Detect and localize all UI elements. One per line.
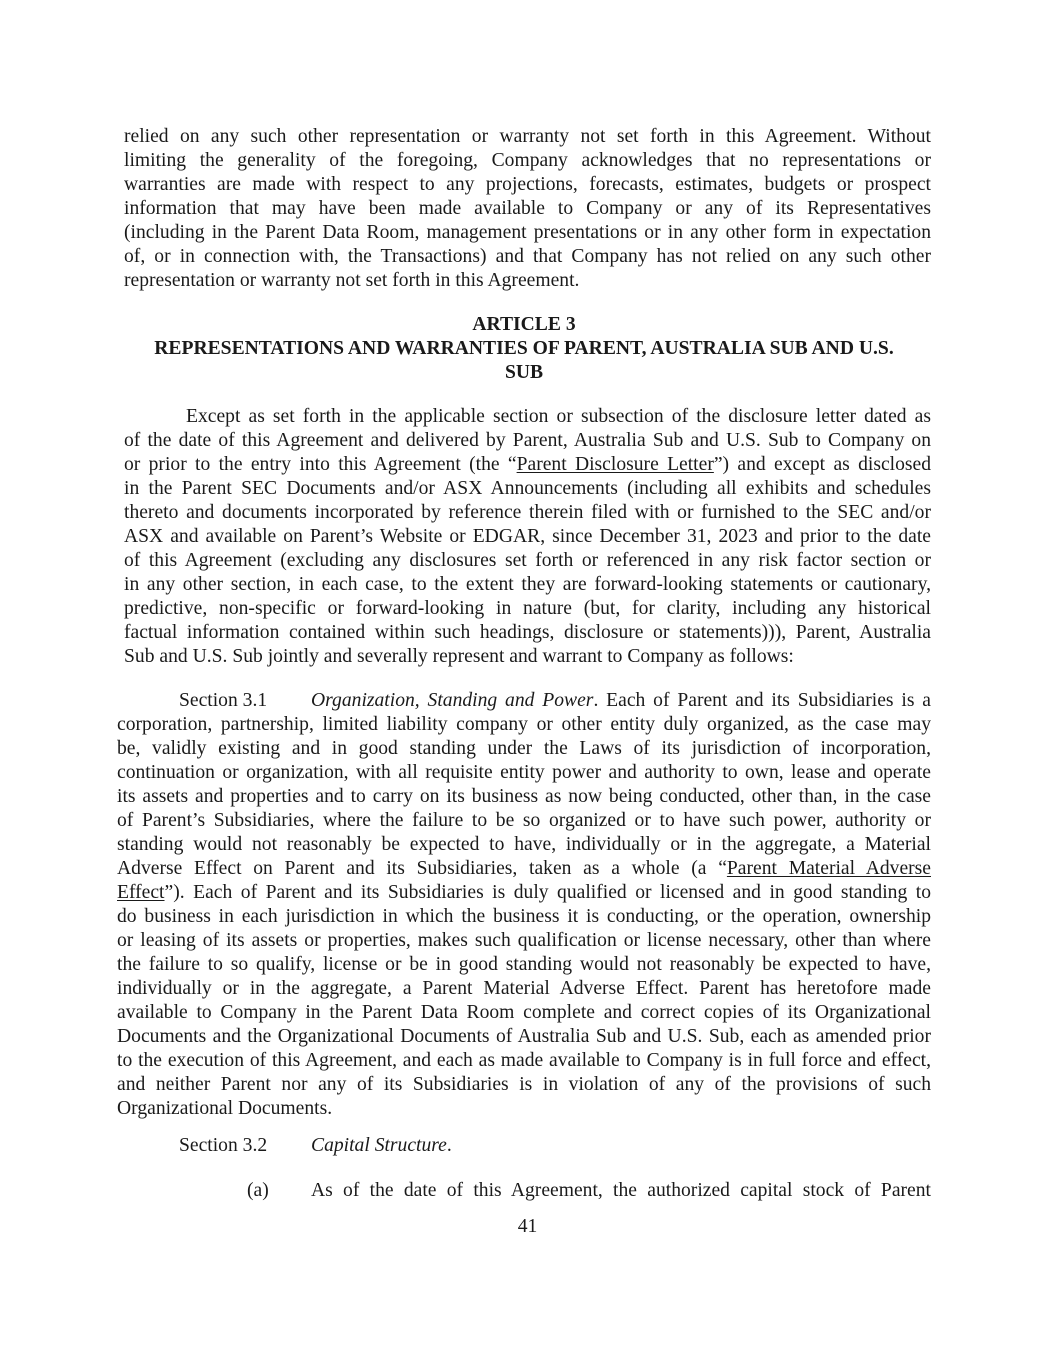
- section-number: Section 3.2: [179, 1135, 268, 1156]
- text-line: ASX and available on Parent’s Website or EDGAR, since December 31, 2023 and prior to the date: [124, 526, 931, 547]
- text-line: or leasing of its assets or properties, makes such qualification or license necessary, other than where: [117, 930, 931, 951]
- text-line: relied on any such other representation or warranty not set forth in this Agreement. Without: [124, 126, 931, 147]
- text-line: Organizational Documents.: [117, 1098, 333, 1119]
- text-fragment: Adverse Effect on Parent and its Subsidiaries, taken as a whole (a “: [117, 858, 727, 879]
- article-title-line-1: REPRESENTATIONS AND WARRANTIES OF PARENT, AUSTRALIA SUB AND U.S.: [154, 338, 894, 359]
- defined-term-parent-material-adverse-effect: Parent Material Adverse: [726, 858, 931, 879]
- text-fragment: ”). Each of Parent and its Subsidiaries is duly qualified or licensed and in good standing to: [164, 882, 931, 903]
- text-line: [124, 453, 931, 477]
- text-line: As of the date of this Agreement, the authorized capital stock of Parent: [311, 1180, 931, 1201]
- text-line: [311, 689, 931, 713]
- text-line: standing would not reasonably be expected to have, individually or in the aggregate, a Material: [117, 834, 931, 855]
- text-line: limiting the generality of the foregoing, Company acknowledges that no representations or: [124, 150, 931, 171]
- text-line: thereto and documents incorporated by reference therein filed with or furnished to the SEC and/or: [124, 502, 931, 523]
- text-line: factual information contained within such headings, disclosure or statements))), Parent, Australia: [124, 622, 931, 643]
- text-line: continuation or organization, with all requisite entity power and authority to own, lease and operate: [117, 762, 931, 783]
- defined-term-parent-disclosure-letter: Parent Disclosure Letter: [516, 454, 714, 475]
- section-heading-wrap: [311, 1134, 452, 1158]
- text-fragment: . Each of Parent and its Subsidiaries is a: [593, 690, 931, 711]
- text-line: of this Agreement (excluding any disclosures set forth or referenced in any risk factor section or: [124, 550, 931, 571]
- article-title-line-2: SUB: [504, 362, 544, 383]
- text-line: the failure to so qualify, license or be in good standing would not reasonably be expected to have,: [117, 954, 931, 975]
- subsection-label: (a): [247, 1180, 269, 1201]
- text-line: of the date of this Agreement and delivered by Parent, Australia Sub and U.S. Sub to Company on: [124, 430, 931, 451]
- text-line: Documents and the Organizational Documents of Australia Sub and U.S. Sub, each as amended prior: [117, 1026, 931, 1047]
- section-heading: Organization, Standing and Power: [311, 690, 594, 711]
- text-line: in the Parent SEC Documents and/or ASX Announcements (including all exhibits and schedules: [124, 478, 931, 499]
- text-line: of Parent’s Subsidiaries, where the failure to be so organized or to have such power, authority or: [117, 810, 931, 831]
- text-line: information that may have been made available to Company or any of its Representatives: [124, 198, 931, 219]
- text-line: [117, 857, 931, 881]
- page-number: 41: [517, 1216, 538, 1237]
- text-line: and neither Parent nor any of its Subsidiaries is in violation of any of the provisions of such: [117, 1074, 931, 1095]
- text-line: Except as set forth in the applicable section or subsection of the disclosure letter dated as: [186, 406, 931, 427]
- text-line: [117, 881, 931, 905]
- text-line: predictive, non-specific or forward-looking in nature (but, for clarity, including any historical: [124, 598, 931, 619]
- text-line: Sub and U.S. Sub jointly and severally represent and warrant to Company as follows:: [124, 646, 794, 667]
- defined-term-parent-material-adverse-effect-cont: Effect: [117, 882, 165, 903]
- text-fragment: or prior to the entry into this Agreement (the “: [124, 454, 517, 475]
- heading-punctuation: .: [446, 1135, 452, 1156]
- text-line: be, validly existing and in good standing under the Laws of its jurisdiction of incorporation,: [117, 738, 931, 759]
- text-fragment: ”) and except as disclosed: [713, 454, 931, 475]
- text-line: do business in each jurisdiction in which the business it is conducting, or the operation, ownership: [117, 906, 931, 927]
- text-line: corporation, partnership, limited liability company or other entity duly organized, as the case may: [117, 714, 931, 735]
- text-line: of, or in connection with, the Transactions) and that Company has not relied on any such other: [124, 246, 931, 267]
- text-line: warranties are made with respect to any projections, forecasts, estimates, budgets or prospect: [124, 174, 931, 195]
- section-number: Section 3.1: [179, 690, 268, 711]
- article-number: ARTICLE 3: [472, 314, 576, 335]
- text-line: its assets and properties and to carry on its business as now being conducted, other than, in the case: [117, 786, 931, 807]
- text-line: to the execution of this Agreement, and each as made available to Company is in full force and effect,: [117, 1050, 931, 1071]
- text-line: in any other section, in each case, to the extent they are forward-looking statements or cautionary,: [124, 574, 931, 595]
- text-line: representation or warranty not set forth in this Agreement.: [124, 270, 580, 291]
- text-line: available to Company in the Parent Data Room complete and correct copies of its Organizational: [117, 1002, 931, 1023]
- text-line: (including in the Parent Data Room, management presentations or in any other form in expectation: [124, 222, 931, 243]
- section-heading: Capital Structure: [311, 1135, 447, 1156]
- text-line: individually or in the aggregate, a Parent Material Adverse Effect. Parent has heretofore made: [117, 978, 931, 999]
